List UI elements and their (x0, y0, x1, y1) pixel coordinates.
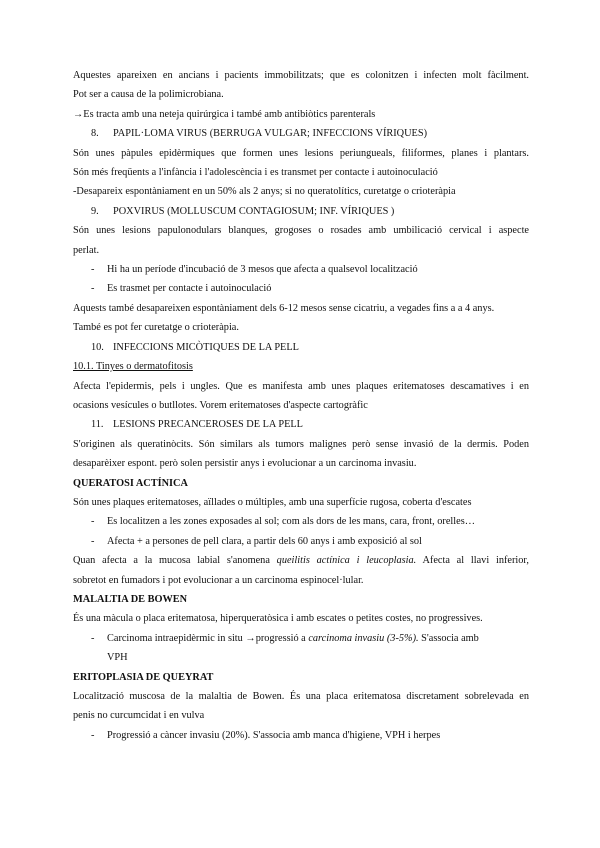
text-run: Quan afecta a la mucosa labial s'anomena (73, 555, 277, 567)
paragraph (73, 551, 529, 570)
bullet-text: Progressió a càncer invasiu (20%). S'associa amb manca d'higiene, VPH i herpes (107, 729, 441, 741)
bullet-dash: - (91, 516, 95, 528)
paragraph: També es pot fer curetatge o crioteràpia. (73, 322, 239, 334)
section-heading-8 (73, 124, 529, 143)
text-run: S'associa amb (418, 632, 479, 644)
document-page (73, 66, 529, 745)
paragraph: penis no curcumcidat i en vulva (73, 710, 205, 722)
paragraph: Afecta l'epidermis, pels i ungles. Que es manifesta amb unes plaques eritematoses descamatives i en (73, 380, 529, 392)
paragraph: S'originen als queratinòcits. Són similars als tumors malignes però sense invasió de la dermis. Poden (73, 438, 529, 450)
emphasis-text: carcinoma invasiu (3-5%). (308, 632, 419, 644)
bullet-dash: - (91, 729, 95, 741)
text-run: Afecta al llavi inferior, (416, 555, 530, 567)
paragraph: →Es tracta amb una neteja quirúrgica i també amb antibiòtics parenterals (73, 108, 376, 120)
bullet-text: Hi ha un període d'incubació de 3 mesos que afecta a qualsevol localització (107, 264, 418, 276)
bullet-dash: - (91, 264, 95, 276)
paragraph: Aquestes apareixen en ancians i pacients immobilitzats; que es colonitzen i infecten molt fàcilment. (73, 70, 529, 81)
section-title: INFECCIONS MICÒTIQUES DE LA PELL (113, 341, 299, 353)
paragraph: Pot ser a causa de la polimicrobiana. (73, 89, 224, 101)
paragraph: Són unes pàpules epidèrmiques que formen unes lesions periungueals, filiformes, planes i plantars. (73, 147, 529, 159)
bullet-item (73, 279, 529, 298)
paragraph: És una màcula o placa eritematosa, hiperqueratòsica i amb escates o petites costes, no progressives. (73, 613, 483, 625)
bullet-item (73, 260, 529, 279)
bullet-item (73, 512, 529, 531)
paragraph: ocasions vesícules o butllotes. Vorem eritematoses d'aspecte cartogràfic (73, 399, 368, 411)
bullet-item (73, 532, 529, 551)
section-number: 11. (91, 419, 104, 431)
bullet-text: Es trasmet per contacte i autoinoculació (107, 283, 272, 295)
bullet-item (73, 629, 529, 648)
paragraph: sobretot en fumadors i pot evolucionar a un carcinoma espinocel·lular. (73, 574, 364, 586)
topic-heading: QUERATOSI ACTÍNICA (73, 477, 188, 489)
bullet-text: Es localitzen a les zones exposades al sol; com als dors de les mans, cara, front, orelles… (107, 516, 475, 528)
paragraph: desaparèixer espont. però solen persistir anys i evolucionar a un carcinoma invasiu. (73, 458, 417, 470)
paragraph: -Desapareix espontàniament en un 50% als 2 anys; si no queratolítics, curetatge o crioteràpia (73, 186, 456, 198)
section-title: LESIONS PRECANCEROSES DE LA PELL (113, 419, 303, 431)
bullet-continuation: VPH (107, 652, 128, 664)
paragraph: Són unes plaques eritematoses, aïllades o múltiples, amb una superfície rugosa, coberta d'escates (73, 496, 472, 508)
section-number: 10. (91, 341, 104, 353)
section-title: POXVIRUS (MOLLUSCUM CONTAGIOSUM; INF. VÍRIQUES ) (113, 205, 395, 217)
bullet-dash: - (91, 632, 95, 644)
subsection-heading: 10.1. Tinyes o dermatofitosis (73, 361, 193, 373)
topic-heading: MALALTIA DE BOWEN (73, 593, 188, 605)
text-run: Carcinoma intraepidèrmic in situ →progressió a (107, 632, 309, 644)
bullet-item (73, 726, 529, 745)
paragraph: Són unes lesions papulonodulars blanques, grogoses o rosades amb umbilicació cervical i aspecte (73, 225, 529, 237)
section-number: 9. (91, 205, 99, 217)
section-heading-10 (73, 338, 529, 357)
section-heading-11 (73, 415, 529, 434)
bullet-text: Afecta + a persones de pell clara, a partir dels 60 anys i amb exposició al sol (107, 535, 422, 547)
paragraph: Aquests també desapareixen espontàniament dels 6-12 mesos sense cicatriu, a vegades fins a a 4 anys. (73, 302, 495, 314)
bullet-dash: - (91, 535, 95, 547)
section-title: PAPIL·LOMA VIRUS (BERRUGA VULGAR; INFECCIONS VÍRIQUES) (113, 128, 427, 140)
section-number: 8. (91, 128, 99, 140)
topic-heading: ERITOPLASIA DE QUEYRAT (73, 671, 214, 683)
paragraph: perlat. (73, 244, 100, 256)
bullet-dash: - (91, 283, 95, 295)
section-heading-9 (73, 202, 529, 221)
paragraph: Són més freqüents a l'infància i l'adolescència i es transmet per contacte i autoinoculació (73, 167, 438, 179)
emphasis-text: queilitis actínica i leucoplasia. (276, 555, 417, 567)
paragraph: Localització muscosa de la malaltia de Bowen. És una placa eritematosa discretament sobrelevada en (73, 691, 529, 702)
